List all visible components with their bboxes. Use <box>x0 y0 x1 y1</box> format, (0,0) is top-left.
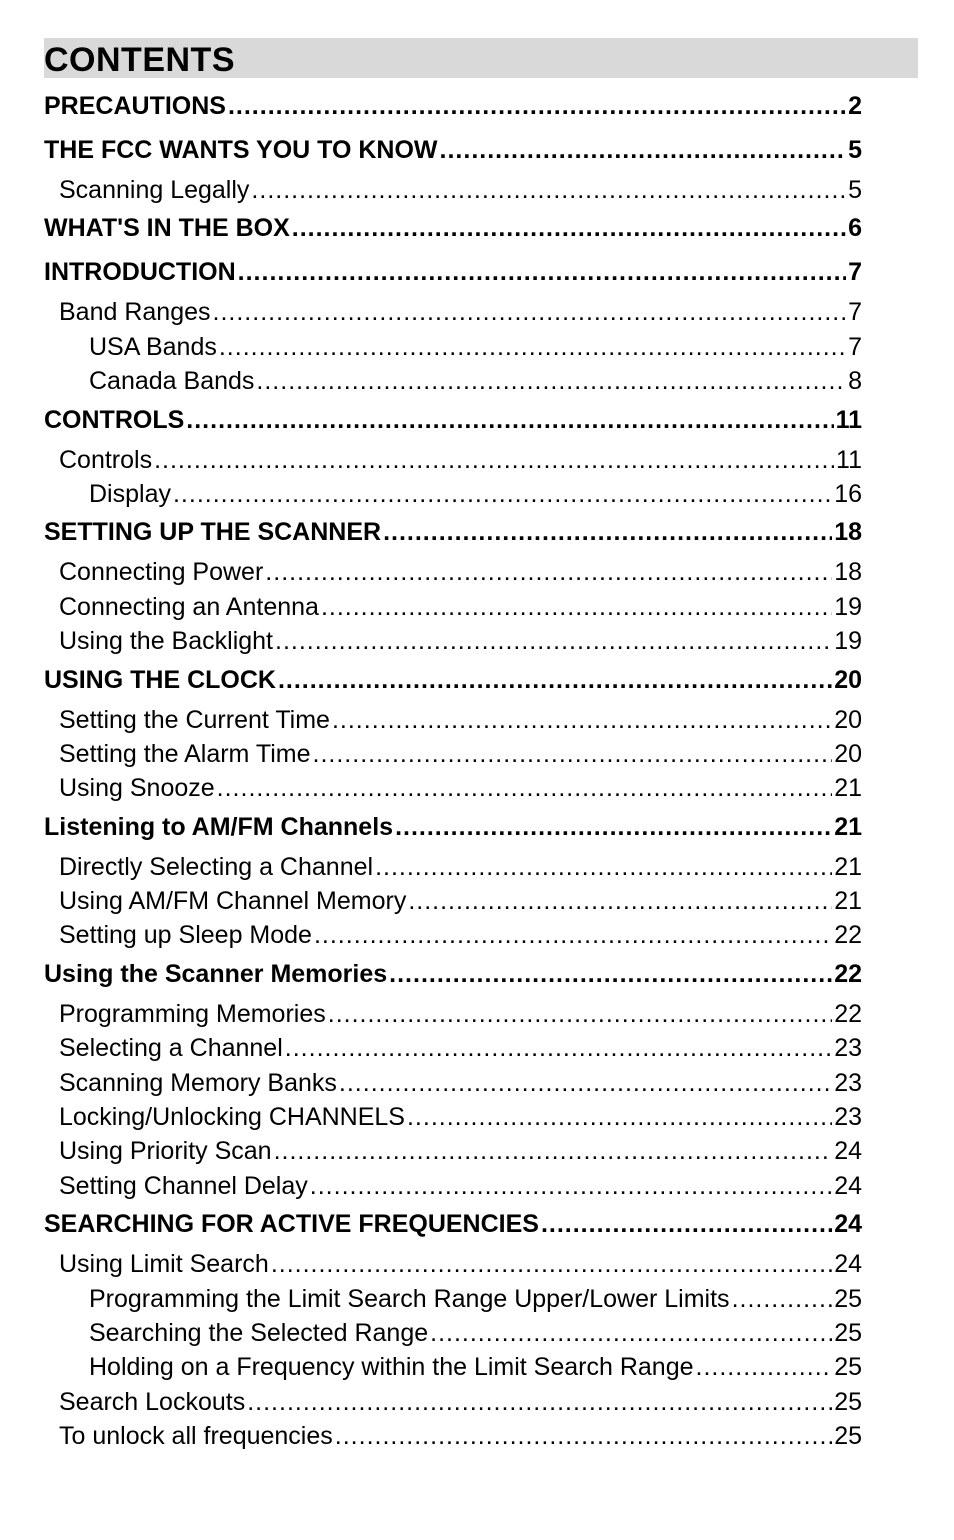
toc-entry[interactable] <box>44 92 862 132</box>
toc-dot-leader <box>247 1388 832 1417</box>
toc-entry[interactable] <box>44 298 862 332</box>
toc-entry-title: Scanning Legally <box>59 176 250 204</box>
toc-entry-page-number: 21 <box>834 887 862 916</box>
toc-entry-title: Programming Memories <box>59 999 326 1028</box>
toc-entry-page-number: 19 <box>834 592 862 621</box>
toc-entry-title: Display <box>89 479 171 508</box>
toc-entry-title: Controls <box>59 445 153 474</box>
toc-entry-title: INTRODUCTION <box>44 258 236 287</box>
toc-entry-title: Using AM/FM Channel Memory <box>59 887 407 916</box>
toc-entry-page-number: 18 <box>834 518 862 547</box>
toc-dot-leader <box>408 887 832 916</box>
toc-entry-title: THE FCC WANTS YOU TO KNOW <box>44 136 438 164</box>
toc-entry-page-number: 8 <box>848 367 862 396</box>
toc-entry[interactable] <box>44 1103 862 1137</box>
toc-dot-leader <box>407 1103 832 1132</box>
toc-entry[interactable] <box>44 367 862 401</box>
toc-dot-leader <box>440 136 847 165</box>
toc-dot-leader <box>238 258 846 287</box>
toc-entry-title: Scanning Memory Banks <box>59 1068 337 1097</box>
toc-dot-leader <box>732 1285 833 1314</box>
toc-dot-leader <box>389 960 832 989</box>
toc-entry[interactable] <box>44 1388 862 1422</box>
toc-dot-leader <box>696 1353 833 1382</box>
toc-entry[interactable] <box>44 1319 862 1353</box>
toc-dot-leader <box>256 367 846 396</box>
toc-dot-leader <box>274 1137 833 1166</box>
toc-list <box>44 92 862 1457</box>
toc-entry-page-number: 22 <box>834 959 862 988</box>
toc-entry[interactable] <box>44 774 862 808</box>
toc-entry[interactable] <box>44 402 862 446</box>
toc-entry[interactable] <box>44 514 862 558</box>
toc-entry[interactable] <box>44 662 862 706</box>
toc-dot-leader <box>228 92 846 121</box>
toc-entry[interactable] <box>44 176 862 210</box>
toc-entry[interactable] <box>44 853 862 887</box>
toc-entry-title: Connecting an Antenna <box>59 592 319 621</box>
toc-entry-page-number: 21 <box>834 774 862 803</box>
toc-entry[interactable] <box>44 921 862 955</box>
toc-entry-title: Band Ranges <box>59 298 211 327</box>
toc-entry-page-number: 11 <box>835 405 862 434</box>
toc-entry-page-number: 22 <box>834 999 862 1028</box>
toc-entry[interactable] <box>44 1285 862 1319</box>
toc-entry[interactable] <box>44 1069 862 1103</box>
toc-entry[interactable] <box>44 809 862 853</box>
toc-entry-page-number: 25 <box>834 1422 862 1451</box>
toc-entry-page-number: 25 <box>834 1284 862 1313</box>
toc-entry-page-number: 22 <box>834 921 862 950</box>
toc-entry-page-number: 20 <box>834 705 862 734</box>
toc-entry-title: Setting Channel Delay <box>59 1171 308 1200</box>
toc-entry-title: Using the Backlight <box>59 627 274 656</box>
contents-heading: CONTENTS <box>44 41 235 79</box>
toc-dot-leader <box>314 921 832 950</box>
toc-dot-leader <box>173 480 832 509</box>
toc-entry-page-number: 23 <box>834 1068 862 1097</box>
toc-entry-page-number: 2 <box>848 92 862 120</box>
toc-entry-page-number: 20 <box>834 739 862 768</box>
toc-dot-leader <box>430 1319 832 1348</box>
toc-entry[interactable] <box>44 956 862 1000</box>
toc-entry-title: PRECAUTIONS <box>44 92 226 120</box>
toc-dot-leader <box>292 214 846 243</box>
toc-entry-title: Setting up Sleep Mode <box>59 921 312 950</box>
toc-entry-page-number: 7 <box>848 298 862 327</box>
toc-entry[interactable] <box>44 887 862 921</box>
toc-entry-title: WHAT'S IN THE BOX <box>44 214 290 243</box>
toc-entry[interactable] <box>44 740 862 774</box>
toc-entry[interactable] <box>44 1250 862 1284</box>
toc-entry-title: USA Bands <box>89 332 217 361</box>
toc-entry-title: Search Lockouts <box>59 1387 246 1416</box>
toc-entry[interactable] <box>44 593 862 627</box>
toc-entry-page-number: 11 <box>836 445 862 474</box>
toc-entry-page-number: 23 <box>834 1103 862 1132</box>
toc-dot-leader <box>541 1210 832 1239</box>
toc-entry[interactable] <box>44 1137 862 1171</box>
toc-entry-page-number: 21 <box>834 852 862 881</box>
toc-dot-leader <box>375 853 832 882</box>
toc-entry-page-number: 21 <box>834 812 862 841</box>
toc-dot-leader <box>213 298 847 327</box>
toc-dot-leader <box>154 446 834 475</box>
toc-entry-page-number: 5 <box>848 176 862 204</box>
toc-dot-leader <box>321 593 832 622</box>
toc-dot-leader <box>186 406 833 435</box>
toc-dot-leader <box>251 176 846 205</box>
toc-entry[interactable] <box>44 480 862 514</box>
toc-entry-page-number: 24 <box>834 1137 862 1166</box>
toc-entry-title: Holding on a Frequency within the Limit Search Range <box>89 1353 694 1382</box>
toc-entry[interactable] <box>44 1353 862 1387</box>
toc-entry-page-number: 25 <box>834 1387 862 1416</box>
toc-entry-title: Listening to AM/FM Channels <box>44 812 394 841</box>
toc-entry[interactable] <box>44 558 862 592</box>
toc-entry[interactable] <box>44 1172 862 1206</box>
toc-entry-title: Locking/Unlocking CHANNELS <box>59 1103 405 1132</box>
toc-entry[interactable] <box>44 1000 862 1034</box>
toc-dot-leader <box>335 1422 832 1451</box>
toc-dot-leader <box>219 333 846 362</box>
toc-dot-leader <box>383 518 832 547</box>
toc-entry-title: Using Snooze <box>59 774 215 803</box>
toc-entry-title: CONTROLS <box>44 405 185 434</box>
toc-entry[interactable] <box>44 1034 862 1068</box>
toc-entry-page-number: 6 <box>848 214 862 243</box>
toc-entry-page-number: 16 <box>834 479 862 508</box>
toc-entry[interactable] <box>44 627 862 661</box>
toc-dot-leader <box>265 558 832 587</box>
toc-entry-title: Using the Scanner Memories <box>44 959 388 988</box>
toc-entry[interactable] <box>44 446 862 480</box>
toc-entry-page-number: 5 <box>848 136 862 164</box>
toc-entry-page-number: 23 <box>834 1034 862 1063</box>
toc-entry[interactable] <box>44 706 862 740</box>
toc-entry-title: Programming the Limit Search Range Upper/Lower Limits <box>89 1284 730 1313</box>
toc-dot-leader <box>275 627 832 656</box>
toc-dot-leader <box>313 740 833 769</box>
toc-dot-leader <box>339 1069 832 1098</box>
toc-entry-title: Canada Bands <box>89 367 255 396</box>
toc-entry-title: Searching the Selected Range <box>89 1318 429 1347</box>
toc-entry-title: Using Limit Search <box>59 1250 269 1279</box>
toc-dot-leader <box>328 1000 832 1029</box>
toc-dot-leader <box>278 666 832 695</box>
toc-dot-leader <box>285 1034 832 1063</box>
toc-entry-page-number: 25 <box>834 1318 862 1347</box>
toc-entry[interactable] <box>44 210 862 254</box>
toc-entry-title: Setting the Current Time <box>59 705 330 734</box>
toc-dot-leader <box>395 813 832 842</box>
toc-entry[interactable] <box>44 254 862 298</box>
toc-dot-leader <box>332 706 832 735</box>
toc-entry[interactable] <box>44 333 862 367</box>
contents-page <box>44 38 918 1451</box>
toc-entry-title: USING THE CLOCK <box>44 665 276 694</box>
toc-entry-title: To unlock all frequencies <box>59 1422 333 1451</box>
toc-dot-leader <box>271 1250 832 1279</box>
toc-entry-page-number: 7 <box>848 332 862 361</box>
toc-entry[interactable] <box>44 1422 862 1456</box>
toc-entry-page-number: 7 <box>848 258 862 287</box>
toc-entry-title: Connecting Power <box>59 558 264 587</box>
toc-entry-title: SEARCHING FOR ACTIVE FREQUENCIES <box>44 1210 539 1239</box>
toc-entry-page-number: 18 <box>834 558 862 587</box>
toc-entry-title: Setting the Alarm Time <box>59 739 311 768</box>
toc-entry[interactable] <box>44 1206 862 1250</box>
toc-entry[interactable] <box>44 132 862 176</box>
toc-dot-leader <box>217 774 833 803</box>
toc-entry-page-number: 24 <box>834 1171 862 1200</box>
toc-entry-page-number: 19 <box>834 627 862 656</box>
toc-dot-leader <box>310 1172 832 1201</box>
toc-entry-title: Directly Selecting a Channel <box>59 852 374 881</box>
toc-entry-page-number: 20 <box>834 665 862 694</box>
toc-entry-title: Using Priority Scan <box>59 1137 272 1166</box>
toc-entry-page-number: 24 <box>834 1210 862 1239</box>
toc-entry-page-number: 25 <box>834 1353 862 1382</box>
toc-entry-page-number: 24 <box>834 1250 862 1279</box>
contents-heading-bar <box>44 38 918 78</box>
toc-entry-title: Selecting a Channel <box>59 1034 283 1063</box>
toc-entry-title: SETTING UP THE SCANNER <box>44 518 382 547</box>
